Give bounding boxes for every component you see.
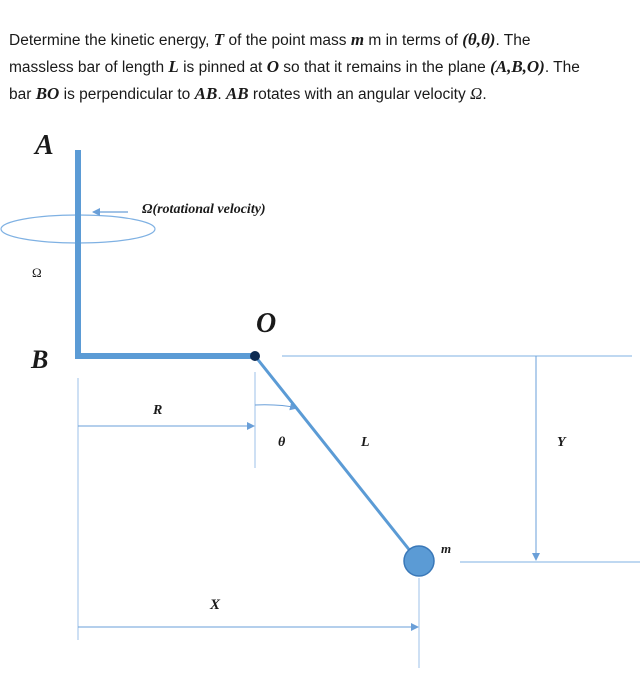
- pendulum-bar-L: [255, 356, 411, 552]
- label-rotational-velocity: Ω(rotational velocity): [142, 202, 266, 217]
- theta-arc: [255, 405, 297, 408]
- label-Y: Y: [557, 435, 566, 450]
- text-segment: massless bar of length: [9, 59, 169, 76]
- label-theta: θ: [278, 435, 286, 450]
- text-segment: bar: [9, 86, 36, 103]
- symbol-plane: (A,B,O): [490, 57, 545, 76]
- symbol-T: T: [213, 30, 225, 49]
- text-segment: m in terms of: [364, 32, 463, 49]
- symbol-O: O: [266, 57, 279, 76]
- label-X: X: [210, 597, 221, 613]
- label-omega: Ω: [32, 265, 42, 280]
- text-segment: is perpendicular to: [59, 86, 195, 103]
- text-segment: .: [217, 86, 226, 103]
- text-segment: . The: [544, 59, 580, 76]
- label-A: A: [35, 130, 54, 161]
- label-R: R: [153, 403, 163, 418]
- text-segment: Determine the kinetic energy,: [9, 32, 214, 49]
- pivot-O: [250, 351, 260, 361]
- symbol-AB: AB: [225, 84, 249, 103]
- label-L: L: [361, 435, 370, 450]
- text-segment: . The: [495, 32, 531, 49]
- symbol-BO: BO: [35, 84, 60, 103]
- point-mass-m: [404, 546, 434, 576]
- text-segment: so that it remains in the plane: [278, 59, 491, 76]
- text-segment: is pinned at: [178, 59, 267, 76]
- label-B: B: [31, 345, 49, 374]
- symbol-L: L: [168, 57, 179, 76]
- symbol-omega: Ω: [470, 84, 483, 103]
- label-m: m: [441, 541, 452, 556]
- text-segment: .: [482, 86, 487, 103]
- symbol-theta-tuple: (θ,θ): [462, 30, 496, 49]
- symbol-m: m: [350, 30, 365, 49]
- text-segment: rotates with an angular velocity: [248, 86, 471, 103]
- text-segment: of the point mass: [224, 32, 351, 49]
- symbol-AB: AB: [194, 84, 218, 103]
- label-O: O: [256, 308, 277, 339]
